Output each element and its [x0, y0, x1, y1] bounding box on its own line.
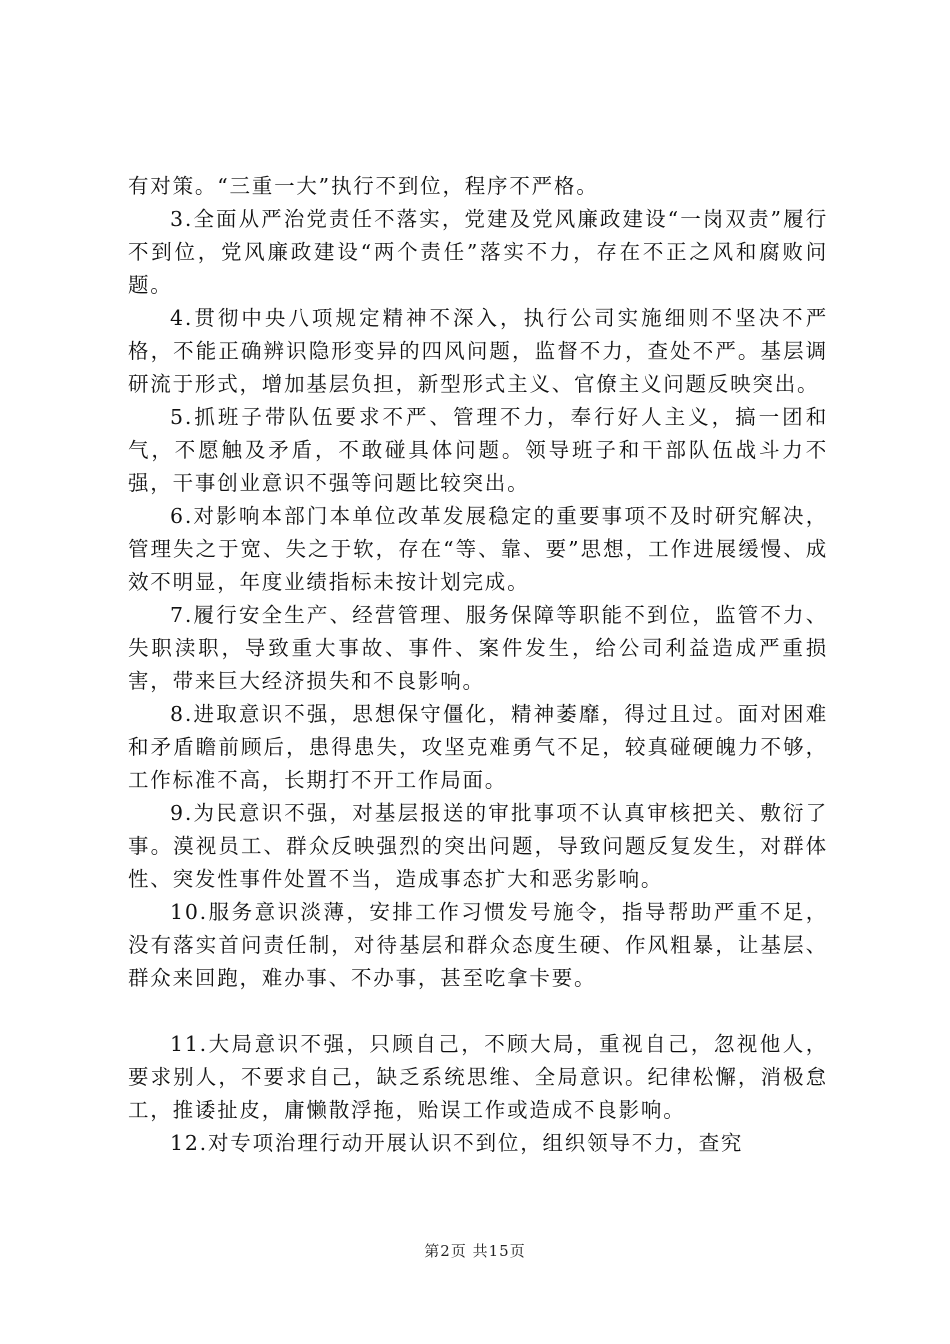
paragraph-item-12: 12.对专项治理行动开展认识不到位，组织领导不力，查究: [170, 1131, 744, 1155]
paragraph-item-4: 4.贯彻中央八项规定精神不深入，执行公司实施细则不坚决不严格，不能正确辨识隐形变异的四风问题，监督不力，查处不严。基层调研流于形式，增加基层负担，新型形式主义、官僚主义问题反映突出。: [128, 306, 828, 396]
paragraph-item-7: 7.履行安全生产、经营管理、服务保障等职能不到位，监管不力、失职渎职，导致重大事故、事件、案件发生，给公司利益造成严重损害，带来巨大经济损失和不良影响。: [128, 603, 828, 693]
paragraph-continued: 有对策。“三重一大”执行不到位，程序不严格。: [128, 174, 599, 198]
paragraph-item-3: 3.全面从严治党责任不落实，党建及党风廉政建设“一岗双责”履行不到位，党风廉政建设“两个责任”落实不力，存在不正之风和腐败问题。: [128, 207, 828, 297]
paragraph-item-5: 5.抓班子带队伍要求不严、管理不力，奉行好人主义，搞一团和气，不愿触及矛盾，不敢碰具体问题。领导班子和干部队伍战斗力不强，干事创业意识不强等问题比较突出。: [128, 405, 828, 495]
paragraph-item-10: 10.服务意识淡薄，安排工作习惯发号施令，指导帮助严重不足，没有落实首问责任制，对待基层和群众态度生硬、作风粗暴，让基层、群众来回跑，难办事、不办事，甚至吃拿卡要。: [128, 900, 828, 990]
paragraph-item-8: 8.进取意识不强，思想保守僵化，精神萎靡，得过且过。面对困难和矛盾瞻前顾后，患得患失，攻坚克难勇气不足，较真碰硬魄力不够，工作标准不高，长期打不开工作局面。: [128, 702, 828, 792]
paragraph-item-6: 6.对影响本部门本单位改革发展稳定的重要事项不及时研究解决，管理失之于宽、失之于软，存在“等、靠、要”思想，工作进展缓慢、成效不明显，年度业绩指标未按计划完成。: [128, 504, 828, 594]
paragraph-item-11: 11.大局意识不强，只顾自己，不顾大局，重视自己，忽视他人，要求别人，不要求自己，缺乏系统思维、全局意识。纪律松懈，消极怠工，推诿扯皮，庸懒散浮拖，贻误工作或造成不良影响。: [128, 1032, 828, 1122]
paragraph-item-9: 9.为民意识不强，对基层报送的审批事项不认真审核把关、敷衍了事。漠视员工、群众反映强烈的突出问题，导致问题反复发生，对群体性、突发性事件处置不当，造成事态扩大和恶劣影响。: [128, 801, 828, 891]
page-number-footer: 第2页 共15页: [424, 1242, 526, 1260]
document-body: [128, 170, 828, 1160]
